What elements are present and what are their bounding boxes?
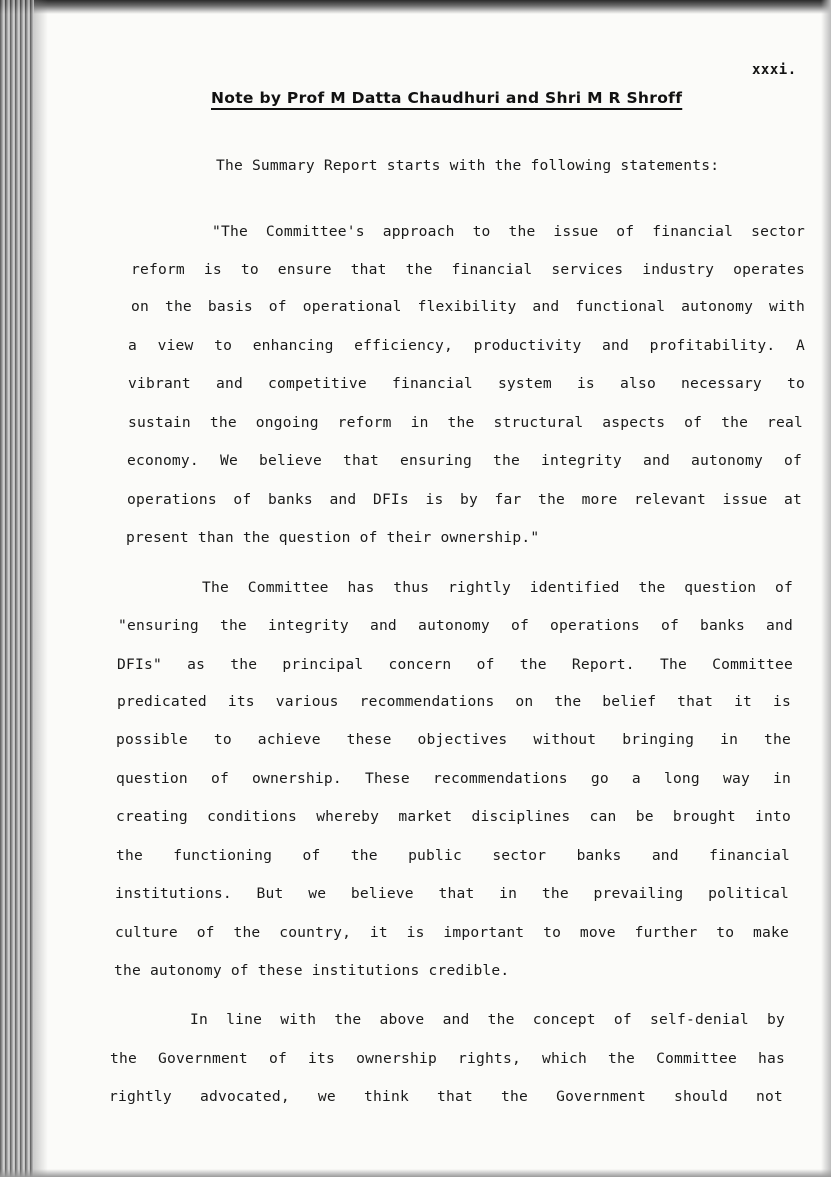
paragraph-line: question of ownership. These recommendations go a long way in: [116, 770, 791, 787]
page-number: xxxi.: [752, 62, 797, 78]
paragraph-line: the functioning of the public sector banks and financial: [116, 847, 790, 864]
paragraph-line: the Government of its ownership rights, which the Committee has: [110, 1050, 785, 1067]
quote-line: sustain the ongoing reform in the structural aspects of the real: [128, 414, 803, 431]
paragraph-line: creating conditions whereby market disciplines can be brought into: [116, 808, 791, 825]
binding-shadow: [34, 0, 48, 1177]
book-binding-edge: [0, 0, 34, 1177]
quote-line: economy. We believe that ensuring the integrity and autonomy of: [127, 452, 802, 469]
paragraph-line: possible to achieve these objectives without bringing in the: [116, 731, 791, 748]
intro-line: The Summary Report starts with the following statements:: [216, 157, 720, 174]
quote-line: on the basis of operational flexibility and functional autonomy with: [131, 298, 805, 315]
paragraph-line: institutions. But we believe that in the prevailing political: [115, 885, 789, 902]
paragraph-line: predicated its various recommendations on the belief that it is: [117, 693, 791, 710]
paragraph-line: DFIs" as the principal concern of the Report. The Committee: [117, 656, 793, 673]
page-right-edge: [821, 0, 831, 1177]
paragraph-line: The Committee has thus rightly identified the question of: [202, 579, 793, 596]
paragraph-line: culture of the country, it is important to move further to make: [115, 924, 789, 941]
paragraph-line: rightly advocated, we think that the Government should not: [109, 1088, 783, 1105]
paragraph-line: In line with the above and the concept of self-denial by: [190, 1011, 785, 1028]
quote-line: reform is to ensure that the financial services industry operates: [131, 261, 805, 278]
quote-line: present than the question of their ownership.": [126, 529, 540, 546]
quote-line: operations of banks and DFIs is by far the more relevant issue at: [127, 491, 802, 508]
page-bottom-edge: [0, 1169, 831, 1177]
quote-line: "The Committee's approach to the issue of financial sector: [212, 223, 805, 240]
paragraph-line: "ensuring the integrity and autonomy of operations of banks and: [118, 617, 793, 634]
page-top-edge: [0, 0, 831, 14]
quote-line: vibrant and competitive financial system is also necessary to: [128, 375, 805, 392]
quote-line: a view to enhancing efficiency, productivity and profitability. A: [128, 337, 805, 354]
note-title: Note by Prof M Datta Chaudhuri and Shri M R Shroff: [211, 89, 683, 107]
paragraph-line: the autonomy of these institutions credible.: [114, 962, 510, 979]
